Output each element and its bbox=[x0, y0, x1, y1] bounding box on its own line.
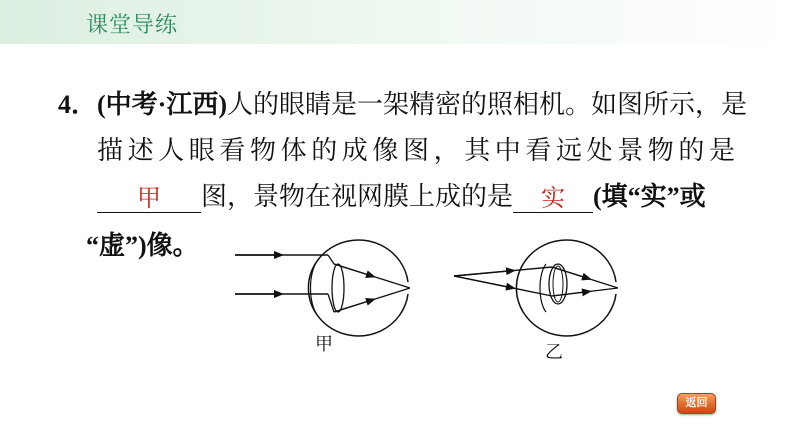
section-title: 课堂导练 bbox=[86, 13, 179, 38]
question-line-2 bbox=[97, 130, 740, 167]
ray-bottom-arrow bbox=[454, 276, 514, 288]
answer-1: 甲 bbox=[137, 184, 161, 212]
question-text-4: “虚”)像。 bbox=[86, 231, 199, 260]
question-line-3 bbox=[97, 176, 706, 213]
ray-top-arrow bbox=[454, 271, 514, 277]
back-button[interactable]: 返回 bbox=[677, 393, 716, 414]
eye-lens bbox=[332, 264, 344, 312]
answer-blank-2 bbox=[513, 182, 593, 213]
question-line-4 bbox=[86, 225, 199, 262]
question-text-3b: (填“实”或 bbox=[593, 182, 706, 211]
answer-2: 实 bbox=[541, 184, 566, 212]
figure-label-jia: 甲 bbox=[315, 334, 333, 355]
question-line-1 bbox=[58, 84, 747, 121]
answer-blank-1 bbox=[97, 182, 201, 213]
question-source: (中考·江西) bbox=[97, 90, 228, 119]
eye-diagram-near bbox=[448, 238, 628, 338]
question-number: 4． bbox=[58, 90, 98, 119]
question-text-1: 人的眼睛是一架精密的照相机。如图所示，是 bbox=[227, 90, 748, 120]
ray-refract-1 bbox=[328, 255, 334, 264]
eye-lens bbox=[549, 264, 567, 304]
question-text-3: 图，景物在视网膜上成的是 bbox=[201, 182, 514, 212]
eye-diagram-far bbox=[230, 238, 420, 338]
cornea bbox=[540, 264, 546, 312]
question-text-2: 描述人眼看物体的成像图，其中看远处景物的是 bbox=[97, 136, 740, 166]
cornea bbox=[311, 260, 319, 316]
figure-label-yi: 乙 bbox=[545, 342, 563, 363]
